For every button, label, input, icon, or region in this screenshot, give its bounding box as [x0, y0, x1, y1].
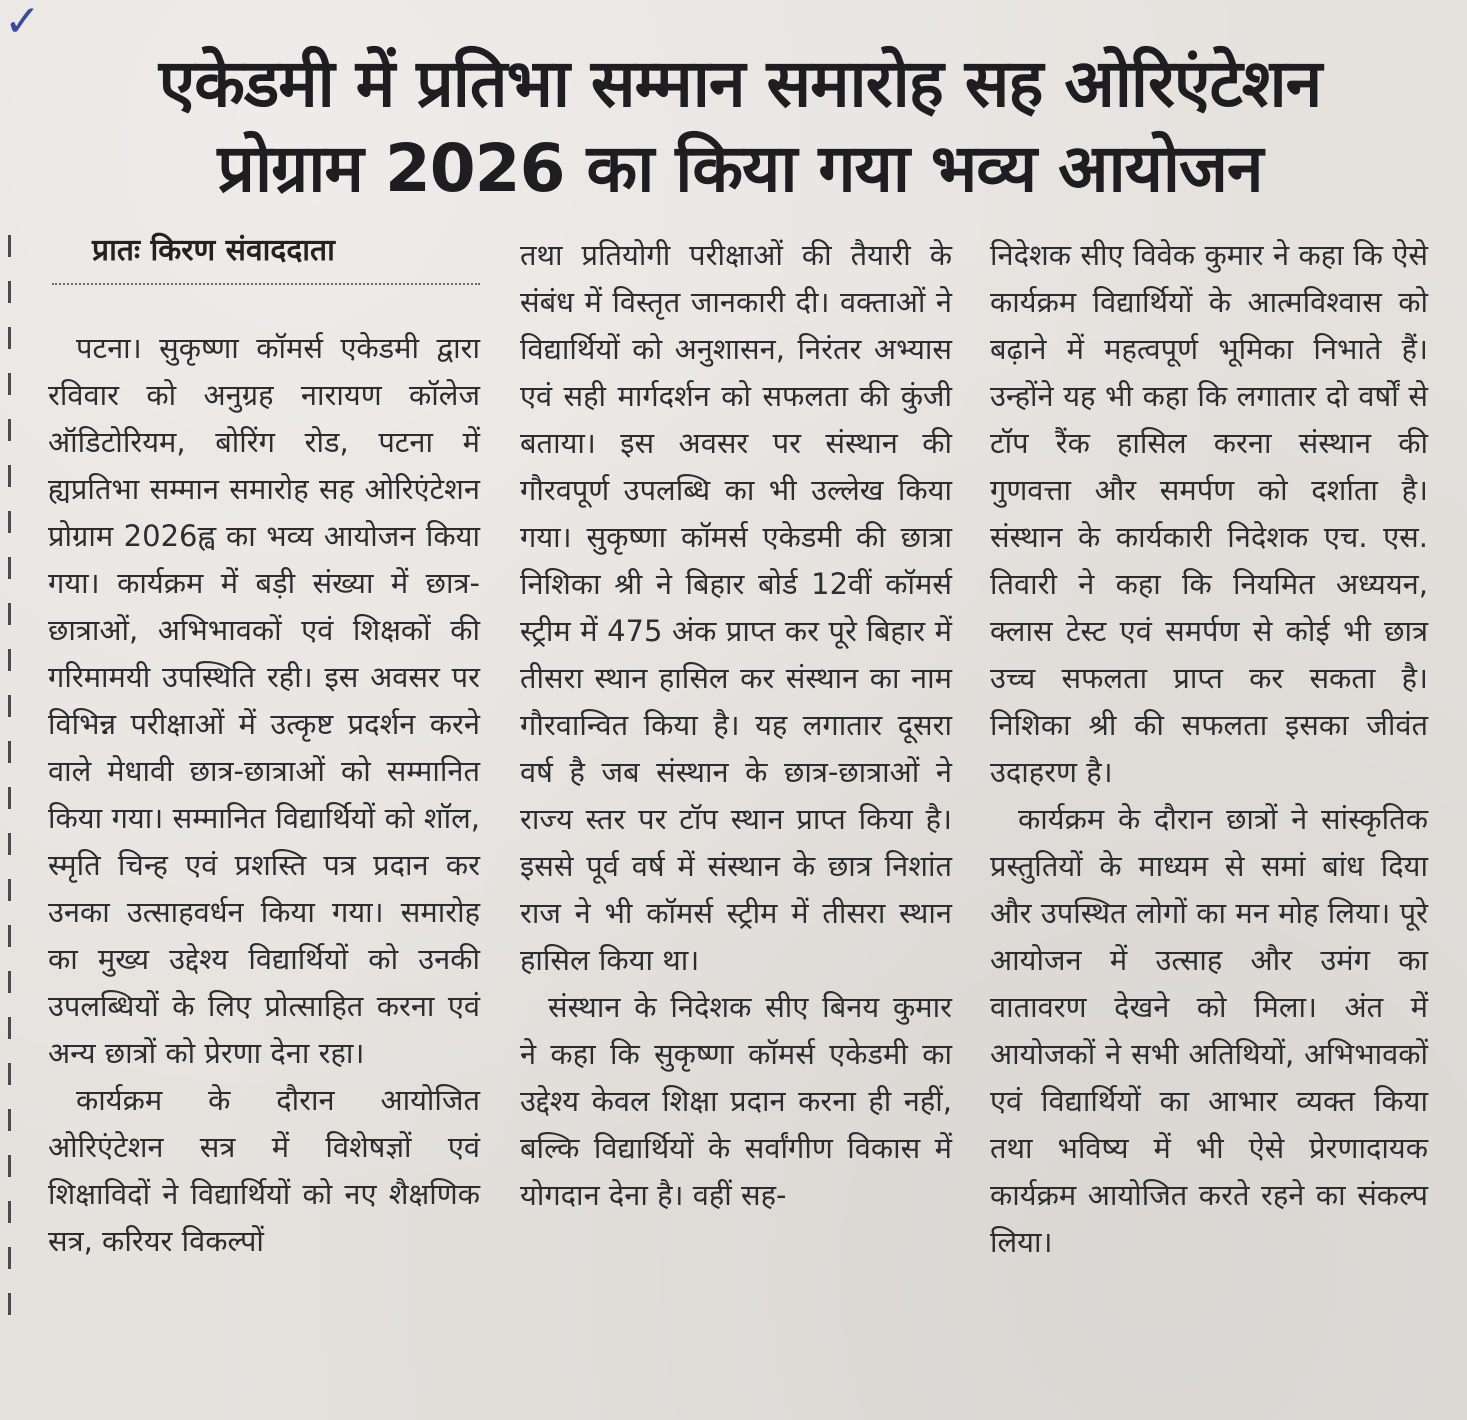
paragraph: कार्यक्रम के दौरान आयोजित ओरिएंटेशन सत्र में विशेषज्ञों एवं शिक्षाविदों ने विद्यार्थियों को नए शैक्षणिक सत्र, करियर विकल्पों: [48, 1083, 480, 1258]
article-column-1: [48, 325, 480, 1265]
paragraph: कार्यक्रम के दौरान छात्रों ने सांस्कृतिक प्रस्तुतियों के माध्यम से समां बांध दिया और उपस्थित लोगों का मन मोह लिया। पूरे आयोजन में उत्साह और उमंग का वातावरण देखने को मिला। अंत में आयोजकों ने सभी अतिथियों, अभिभावकों एवं विद्यार्थियों का आभार व्यक्त किया तथा भविष्य में भी ऐसे प्रेरणादायक कार्यक्रम आयोजित करते रहने का संकल्प लिया।: [990, 802, 1428, 1259]
adjacent-column-edge: [0, 235, 12, 1405]
article-column-3: [990, 232, 1428, 1266]
check-mark: ✓: [4, 0, 41, 47]
headline-line-2: प्रोग्राम 2026 का किया गया भव्य आयोजन: [217, 130, 1263, 207]
byline-divider: [52, 283, 480, 285]
paragraph: निदेशक सीए विवेक कुमार ने कहा कि ऐसे कार्यक्रम विद्यार्थियों के आत्मविश्वास को बढ़ाने में महत्वपूर्ण भूमिका निभाते हैं। उन्होंने यह भी कहा कि लगातार दो वर्षों से टॉप रैंक हासिल करना संस्थान की गुणवत्ता और समर्पण को दर्शाता है।संस्थान के कार्यकारी निदेशक एच. एस. तिवारी ने कहा कि नियमित अध्ययन, क्लास टेस्ट एवं समर्पण से कोई भी छात्र उच्च सफलता प्राप्त कर सकता है। निशिका श्री की सफलता इसका जीवंत उदाहरण है।: [990, 238, 1428, 789]
paragraph: तथा प्रतियोगी परीक्षाओं की तैयारी के संबंध में विस्तृत जानकारी दी। वक्ताओं ने विद्यार्थियों को अनुशासन, निरंतर अभ्यास एवं सही मार्गदर्शन को सफलता की कुंजी बताया। इस अवसर पर संस्थान की गौरवपूर्ण उपलब्धि का भी उल्लेख किया गया। सुकृष्णा कॉमर्स एकेडमी की छात्रा निशिका श्री ने बिहार बोर्ड 12वीं कॉमर्स स्ट्रीम में 475 अंक प्राप्त कर पूरे बिहार में तीसरा स्थान हासिल कर संस्थान का नाम गौरवान्वित किया है। यह लगातार दूसरा वर्ष है जब संस्थान के छात्र-छात्राओं ने राज्य स्तर पर टॉप स्थान प्राप्त किया है। इससे पूर्व वर्ष में संस्थान के छात्र निशांत राज ने भी कॉमर्स स्ट्रीम में तीसरा स्थान हासिल किया था।: [520, 238, 952, 977]
paragraph: पटना। सुकृष्णा कॉमर्स एकेडमी द्वारा रविवार को अनुग्रह नारायण कॉलेज ऑडिटोरियम, बोरिंग रोड, पटना में ह्यप्रतिभा सम्मान समारोह सह ओरिएंटेशन प्रोग्राम 2026ह्व का भव्य आयोजन किया गया। कार्यक्रम में बड़ी संख्या में छात्र-छात्राओं, अभिभावकों एवं शिक्षकों की गरिमामयी उपस्थिति रही। इस अवसर पर विभिन्न परीक्षाओं में उत्कृष्ट प्रदर्शन करने वाले मेधावी छात्र-छात्राओं को सम्मानित किया गया। सम्मानित विद्यार्थियों को शॉल, स्मृति चिन्ह एवं प्रशस्ति पत्र प्रदान कर उनका उत्साहवर्धन किया गया। समारोह का मुख्य उद्देश्य विद्यार्थियों को उनकी उपलब्धियों के लिए प्रोत्साहित करना एवं अन्य छात्रों को प्रेरणा देना रहा।: [48, 331, 480, 1070]
headline-line-1: एकेडमी में प्रतिभा सम्मान समारोह सह ओरिएंटेशन: [158, 45, 1322, 122]
paragraph: संस्थान के निदेशक सीए बिनय कुमार ने कहा कि सुकृष्णा कॉमर्स एकेडमी का उद्देश्य केवल शिक्षा प्रदान करना ही नहीं, बल्कि विद्यार्थियों के सर्वांगीण विकास में योगदान देना है। वहीं सह-: [520, 990, 952, 1212]
byline: प्रातः किरण संवाददाता: [92, 233, 335, 268]
article-column-2: [520, 232, 952, 1219]
